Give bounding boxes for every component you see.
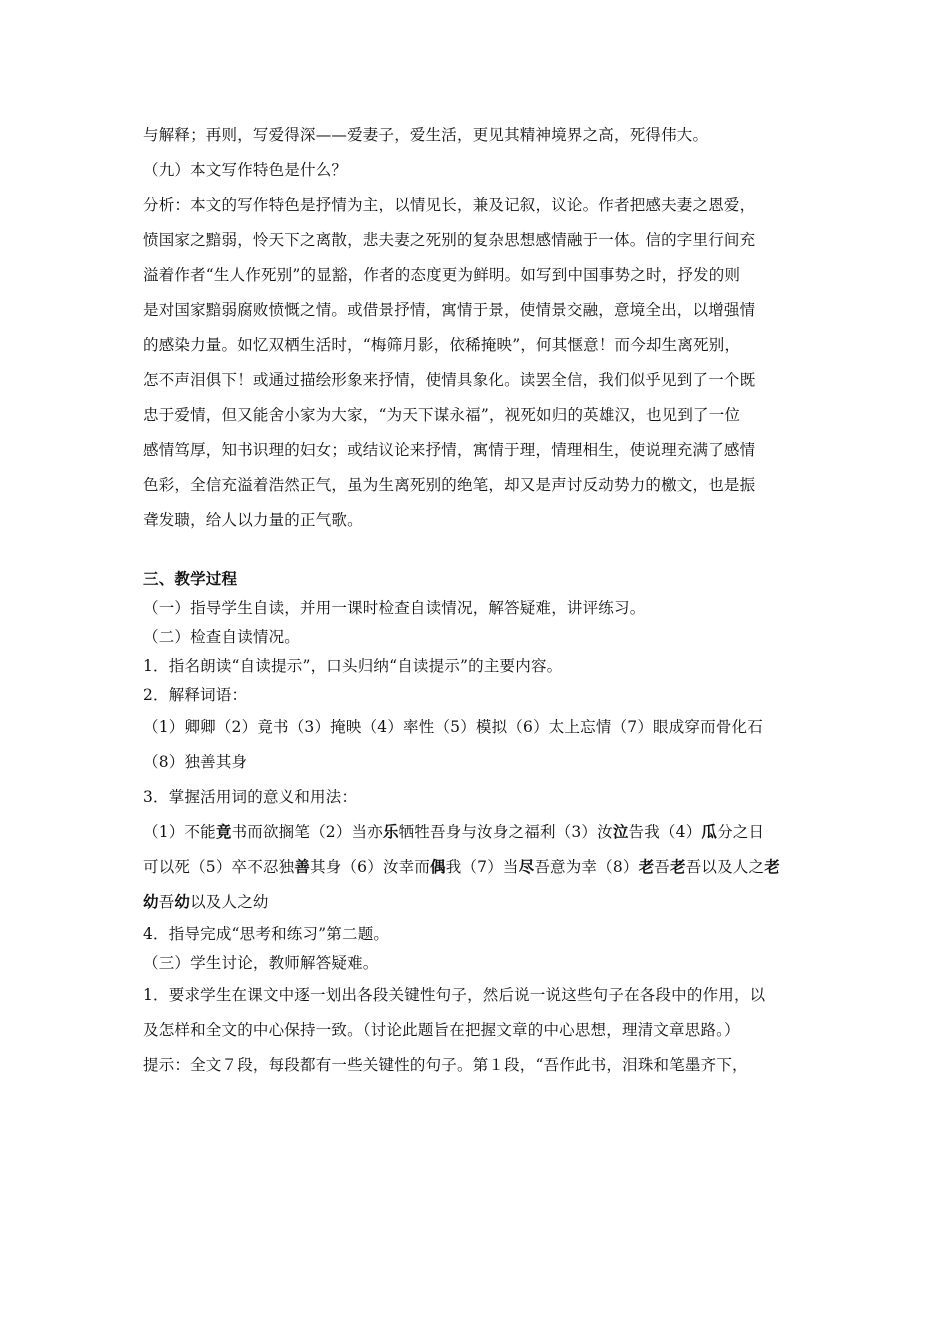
usage-keyword: 偶	[430, 858, 446, 876]
analysis-line: 感情笃厚，知书识理的妇女；或结议论来抒情，寓情于理，情理相生，使说理充满了感情	[143, 441, 756, 459]
usage-text: 吾	[158, 893, 175, 911]
usage-keyword: 瓜	[701, 823, 718, 841]
vocabulary-line: （8）独善其身	[143, 753, 248, 771]
usage-line	[143, 850, 808, 885]
usage-text: 我（7）当	[445, 858, 519, 876]
analysis-line: 忠于爱情，但又能舍小家为大家，“为天下谋永福”，视死如归的英雄汉，也见到了一位	[143, 406, 741, 424]
document-page	[143, 118, 808, 1083]
usage-text: 牺牲吾身与汝身之福利（3）汝	[398, 823, 613, 841]
usage-text: 吾意为幸（8）	[534, 858, 639, 876]
analysis-line: 聋发聩，给人以力量的正气歌。	[143, 511, 363, 529]
analysis-line: 分析：本文的写作特色是抒情为主，以情见长，兼及记叙，议论。作者把感夫妻之恩爱，	[143, 196, 756, 214]
question-nine: （九）本文写作特色是什么？	[143, 161, 348, 179]
usage-text: 分之日	[717, 823, 765, 841]
paragraph-line: 与解释；再则，写爱得深——爱妻子，爱生活，更见其精神境界之高，死得伟大。	[143, 126, 709, 144]
usage-text: 以及人之幼	[190, 893, 269, 911]
usage-text: 告我（4）	[628, 823, 702, 841]
analysis-line: 怎不声泪俱下！或通过描绘形象来抒情，使情具象化。读罢全信，我们似乎见到了一个既	[143, 371, 756, 389]
usage-line	[143, 885, 808, 920]
usage-text: 可以死（5）卒不忍独	[143, 858, 295, 876]
usage-keyword: 老	[638, 858, 655, 876]
usage-text: （1）不能	[143, 823, 216, 841]
step-two: （二）检查自读情况。	[143, 628, 301, 646]
hint-line: 提示：全文７段，每段都有一些关键性的句子。第１段，“吾作此书，泪珠和笔墨齐下，	[143, 1056, 748, 1074]
usage-text: 书而欲搁笔（2）当亦	[231, 823, 383, 841]
step-one: （一）指导学生自读，并用一课时检查自读情况，解答疑难，讲评练习。	[143, 599, 646, 617]
item-one: 1．指名朗读“自读提示”，口头归纳“自读提示”的主要内容。	[143, 657, 563, 675]
usage-keyword: 善	[294, 858, 311, 876]
usage-line	[143, 815, 808, 850]
item-three: 3．掌握活用词的意义和用法：	[143, 788, 358, 806]
usage-keyword: 幼	[174, 893, 191, 911]
discussion-line: 及怎样和全文的中心保持一致。（讨论此题旨在把握文章的中心思想，理清文章思路。）	[143, 1021, 740, 1039]
discussion-line: 1．要求学生在课文中逐一划出各段关键性句子，然后说一说这些句子在各段中的作用，以	[143, 986, 766, 1004]
analysis-line: 愤国家之黯弱，怜天下之离散，悲夫妻之死别的复杂思想感情融于一体。信的字里行间充	[143, 231, 756, 249]
analysis-line: 是对国家黯弱腐败愤慨之情。或借景抒情，寓情于景，使情景交融，意境全出，以增强情	[143, 301, 756, 319]
section-gap	[143, 538, 808, 565]
usage-keyword: 幼	[143, 893, 159, 911]
item-two: 2．解释词语：	[143, 686, 248, 704]
analysis-line: 的感染力量。如忆双栖生活时，“梅筛月影，依稀掩映”，何其惬意！而今却生离死别，	[143, 336, 741, 354]
usage-keyword: 泣	[612, 823, 629, 841]
vocabulary-line: （1）卿卿（2）竟书（3）掩映（4）率性（5）模拟（6）太上忘情（7）眼成穿而骨化石	[143, 718, 763, 736]
item-four: 4．指导完成“思考和练习”第二题。	[143, 925, 390, 943]
usage-keyword: 老	[764, 858, 780, 876]
usage-text: 吾以及人之	[685, 858, 765, 876]
usage-text: 吾	[654, 858, 670, 876]
usage-keyword: 竟	[215, 823, 232, 841]
analysis-line: 色彩，全信充溢着浩然正气，虽为生离死别的绝笔，却又是声讨反动势力的檄文，也是振	[143, 476, 756, 494]
analysis-line: 溢着作者“生人作死别”的显豁，作者的态度更为鲜明。如写到中国事势之时，抒发的则	[143, 266, 741, 284]
usage-keyword: 乐	[382, 823, 399, 841]
usage-keyword: 老	[670, 858, 686, 876]
usage-keyword: 尽	[518, 858, 535, 876]
usage-text: 其身（6）汝幸而	[310, 858, 431, 876]
step-three: （三）学生讨论，教师解答疑难。	[143, 954, 379, 972]
section-heading: 三、教学过程	[143, 570, 238, 588]
